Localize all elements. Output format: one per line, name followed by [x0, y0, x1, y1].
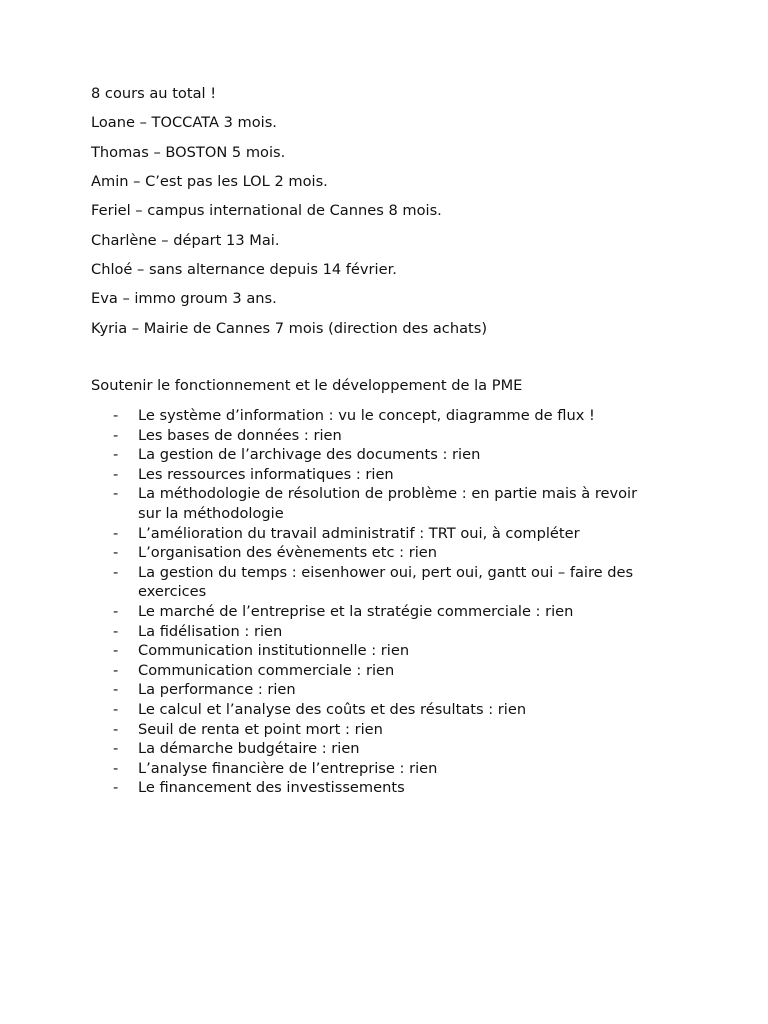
topic-item [91, 700, 691, 720]
student-line: Kyria – Mairie de Cannes 7 mois (direction des achats) [91, 320, 488, 337]
topic-item [91, 622, 691, 642]
topic-item-text: La gestion du temps : eisenhower oui, pert oui, gantt oui – faire des [138, 563, 634, 581]
section-heading: Soutenir le fonctionnement et le développement de la PME [91, 377, 523, 394]
topic-item [91, 661, 691, 681]
topic-item-text: L’amélioration du travail administratif : TRT oui, à compléter [138, 524, 580, 542]
topic-item [91, 465, 691, 485]
bullet-dash: - [113, 661, 119, 679]
student-line: Loane – TOCCATA 3 mois. [91, 114, 277, 131]
topic-item-text: L’analyse financière de l’entreprise : rien [138, 759, 438, 777]
topic-item-text: Le système d’information : vu le concept, diagramme de flux ! [138, 407, 595, 424]
topic-item-text: L’organisation des évènements etc : rien [138, 544, 438, 562]
bullet-dash: - [113, 602, 119, 620]
topic-item [91, 543, 691, 563]
student-line: Eva – immo groum 3 ans. [91, 290, 277, 307]
bullet-dash: - [113, 407, 119, 424]
bullet-dash: - [113, 524, 119, 542]
topic-item-text: Les ressources informatiques : rien [138, 465, 394, 483]
topic-item-text: La fidélisation : rien [138, 622, 283, 640]
topic-item-text: exercices [138, 583, 207, 601]
bullet-dash: - [113, 740, 119, 758]
topic-item-text: La gestion de l’archivage des documents : rien [138, 446, 481, 464]
topic-item-text: Le marché de l’entreprise et la stratégie commerciale : rien [138, 602, 574, 620]
bullet-dash: - [113, 563, 119, 581]
topic-item-text: Seuil de renta et point mort : rien [138, 720, 383, 738]
topic-item-text: Le financement des investissements [138, 779, 405, 797]
bullet-dash: - [113, 622, 119, 640]
student-line: Thomas – BOSTON 5 mois. [91, 144, 286, 161]
topic-item [91, 445, 691, 465]
bullet-dash: - [113, 485, 119, 503]
student-line: Feriel – campus international de Cannes 8 mois. [91, 202, 442, 219]
bullet-dash: - [113, 426, 119, 444]
student-line: Charlène – départ 13 Mai. [91, 232, 280, 249]
topic-item-text: Communication commerciale : rien [138, 661, 395, 679]
topic-item [91, 406, 691, 426]
student-line: Chloé – sans alternance depuis 14 février. [91, 261, 397, 278]
topic-item [91, 720, 691, 740]
topic-item-text: La performance : rien [138, 681, 296, 699]
bullet-dash: - [113, 700, 119, 718]
topic-item [91, 641, 691, 661]
student-line: Amin – C’est pas les LOL 2 mois. [91, 173, 328, 190]
bullet-dash: - [113, 446, 119, 464]
topic-item [91, 778, 691, 798]
topic-item [91, 680, 691, 700]
topic-item [91, 524, 691, 544]
course-count-line: 8 cours au total ! [91, 85, 217, 102]
topic-item-text: La démarche budgétaire : rien [138, 740, 360, 758]
topic-item [91, 739, 691, 759]
topic-item [91, 602, 691, 622]
topic-item [91, 563, 691, 602]
topic-list [91, 406, 691, 798]
bullet-dash: - [113, 544, 119, 562]
bullet-dash: - [113, 779, 119, 797]
bullet-dash: - [113, 465, 119, 483]
topic-item [91, 426, 691, 446]
bullet-dash: - [113, 720, 119, 738]
topic-item-text: Le calcul et l’analyse des coûts et des résultats : rien [138, 700, 527, 718]
topic-item-text: La méthodologie de résolution de problème : en partie mais à revoir [138, 485, 638, 503]
bullet-dash: - [113, 759, 119, 777]
topic-item-text: Communication institutionnelle : rien [138, 642, 410, 660]
bullet-dash: - [113, 642, 119, 660]
topic-item [91, 484, 691, 523]
topic-item-text: Les bases de données : rien [138, 426, 342, 444]
topic-item-text: sur la méthodologie [138, 504, 284, 522]
bullet-dash: - [113, 681, 119, 699]
topic-item [91, 759, 691, 779]
